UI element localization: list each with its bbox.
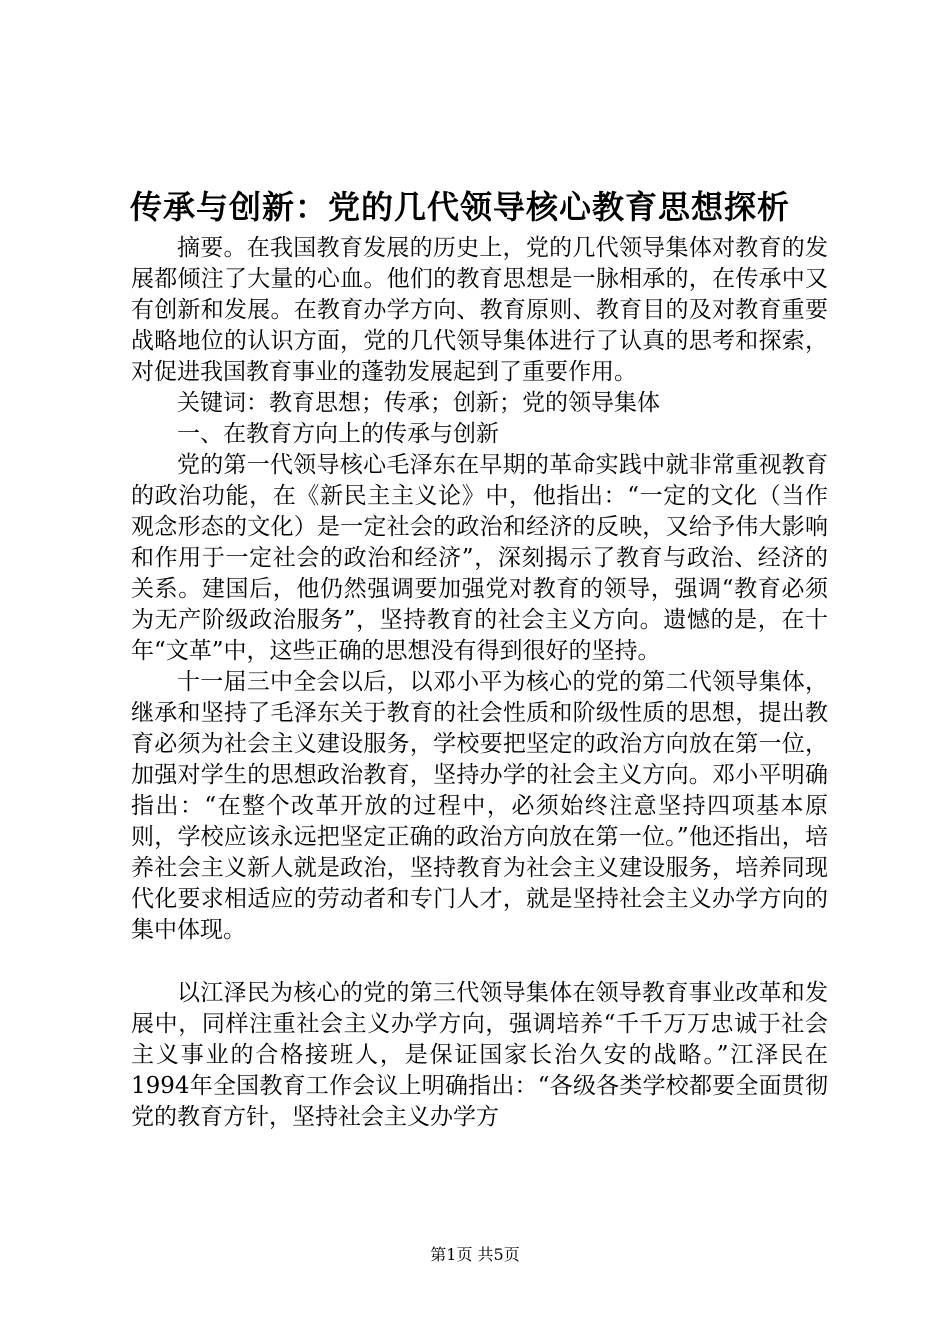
- body-paragraph: 以江泽民为核心的党的第三代领导集体在领导教育事业改革和发展中，同样注重社会主义办学方向，强调培养“千千万万忠诚于社会主义事业的合格接班人，是保证国家长治久安的战略。”江泽民在1994年全国教育工作会议上明确指出：“各级各类学校都要全面贯彻党的教育方针，坚持社会主义办学方: [131, 980, 828, 1130]
- document-body: [131, 233, 828, 1133]
- body-paragraph: 党的第一代领导核心毛泽东在早期的革命实践中就非常重视教育的政治功能，在《新民主主义论》中，他指出：“一定的文化（当作观念形态的文化）是一定社会的政治和经济的反映，又给予伟大影响和作用于一定社会的政治和经济”，深刻揭示了教育与政治、经济的关系。建国后，他仍然强调要加强党对教育的领导，强调“教育必须为无产阶级政治服务”，坚持教育的社会主义方向。遗憾的是，在十年“文革”中，这些正确的思想没有得到很好的坚持。: [131, 452, 828, 664]
- body-paragraph: 十一届三中全会以后，以邓小平为核心的党的第二代领导集体，继承和坚持了毛泽东关于教育的社会性质和阶级性质的思想，提出教育必须为社会主义建设服务，学校要把坚定的政治方向放在第一位，加强对学生的思想政治教育，坚持办学的社会主义方向。邓小平明确指出：“在整个改革开放的过程中，必须始终注意坚持四项基本原则，学校应该永远把坚定正确的政治方向放在第一位。”他还指出，培养社会主义新人就是政治，坚持教育为社会主义建设服务，培养同现代化要求相适应的劳动者和专门人才，就是坚持社会主义办学方向的集中体现。: [131, 669, 828, 943]
- abstract-paragraph: 摘要。在我国教育发展的历史上，党的几代领导集体对教育的发展都倾注了大量的心血。他们的教育思想是一脉相承的，在传承中又有创新和发展。在教育办学方向、教育原则、教育目的及对教育重要战略地位的认识方面，党的几代领导集体进行了认真的思考和探索，对促进我国教育事业的蓬勃发展起到了重要作用。: [131, 235, 828, 385]
- keywords-line: 关键词：教育思想；传承；创新；党的领导集体: [177, 390, 660, 416]
- page-number: 第1页 共5页: [430, 1245, 520, 1264]
- document-title: 传承与创新：党的几代领导核心教育思想探析: [130, 188, 791, 226]
- section-heading: 一、在教育方向上的传承与创新: [177, 421, 499, 447]
